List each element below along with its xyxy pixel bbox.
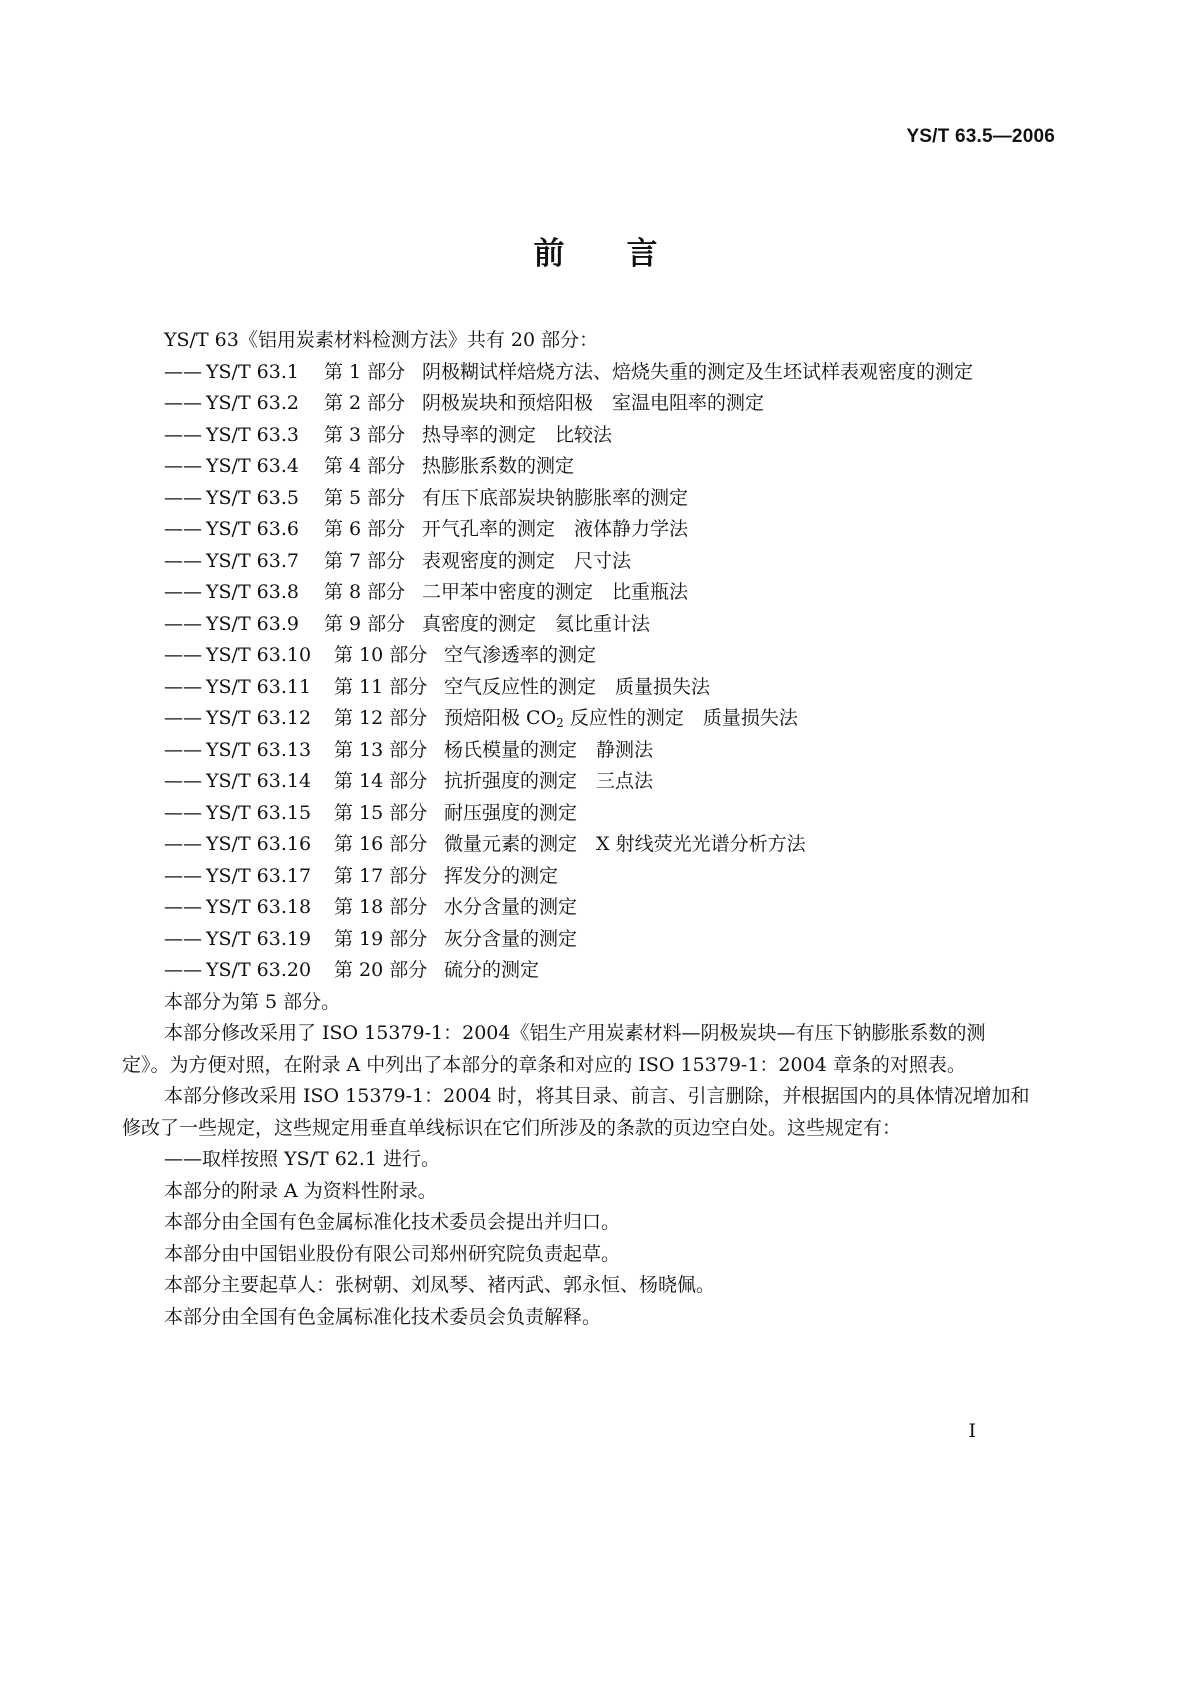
dash-marker: —— [164,644,202,666]
part-list-item [164,798,1056,830]
modification-line-2: 修改了一些规定，这些规定用垂直单线标识在它们所涉及的条款的页边空白处。这些规定有： [122,1116,902,1139]
part-number: 第 3 部分 [324,423,406,446]
dash-marker: —— [164,392,202,414]
dash-marker: —— [164,675,202,698]
part-title: 耐压强度的测定 [444,801,578,824]
dash-marker: —— [164,801,202,824]
dash-marker: —— [164,927,202,950]
part-title: 二甲苯中密度的测定 比重瓶法 [422,581,689,603]
dash-marker: —— [164,896,202,918]
part-title: 开气孔率的测定 液体静力学法 [422,518,689,540]
part-number: 第 2 部分 [324,392,406,414]
part-title: 表观密度的测定 尺寸法 [422,549,632,572]
part-list-item [164,609,1056,641]
part-code: YS/T 63.16 [206,833,312,855]
part-code: YS/T 63.1 [206,360,299,383]
part-list-item [164,451,1056,483]
iso-adoption-line-2: 定》。为方便对照，在附录 A 中列出了本部分的章条和对应的 ISO 15379-1：2004 章条的对照表。 [122,1053,966,1076]
dash-marker: —— [164,738,202,761]
annex-line: 本部分的附录 A 为资料性附录。 [164,1179,437,1202]
part-code: YS/T 63.17 [206,864,312,887]
part-list-item [164,766,1056,798]
title-char-1: 前 [533,236,565,272]
part-code: YS/T 63.18 [206,896,312,918]
part-list-item [164,892,1056,924]
intro-line: YS/T 63《铝用炭素材料检测方法》共有 20 部分： [164,329,599,351]
dash-marker: —— [164,612,202,635]
part-title: 空气渗透率的测定 [444,644,597,666]
part-list-item [164,955,1056,987]
part-title: 热膨胀系数的测定 [422,455,575,477]
part-code: YS/T 63.2 [206,392,299,414]
part-list-item [164,483,1056,515]
part-number: 第 16 部分 [334,833,428,855]
part-code: YS/T 63.8 [206,581,299,603]
this-part-line: 本部分为第 5 部分。 [164,990,341,1013]
part-list-item [164,861,1056,893]
part-title-suffix: 反应性的测定 质量损失法 [563,707,798,729]
dash-marker: —— [164,833,202,855]
part-number: 第 13 部分 [334,738,428,761]
part-title: 杨氏模量的测定 静测法 [444,738,654,761]
drafted-line: 本部分由中国铝业股份有限公司郑州研究院负责起草。 [164,1242,621,1265]
part-code: YS/T 63.9 [206,612,299,635]
dash-marker: —— [164,518,202,540]
part-number: 第 10 部分 [334,644,428,666]
part-number: 第 14 部分 [334,770,428,792]
part-code: YS/T 63.13 [206,738,312,761]
part-code: YS/T 63.4 [206,455,299,477]
part-list-item [164,672,1056,704]
dash-marker: —— [164,864,202,887]
part-number: 第 11 部分 [334,675,428,698]
iso-adoption-line-1: 本部分修改采用了 ISO 15379-1：2004《铝生产用炭素材料—阴极炭块—有压下钠膨胀系数的测 [164,1022,986,1044]
part-code: YS/T 63.14 [206,770,312,792]
part-code: YS/T 63.6 [206,518,299,540]
dash-marker: —— [164,360,202,383]
part-list-item [164,829,1056,861]
part-title: 热导率的测定 比较法 [422,423,613,446]
dash-marker: —— [164,455,202,477]
part-code: YS/T 63.3 [206,423,299,446]
part-title: 抗折强度的测定 三点法 [444,770,654,792]
part-number: 第 8 部分 [324,581,406,603]
part-code: YS/T 63.7 [206,549,299,572]
part-list-item [164,577,1056,609]
part-number: 第 12 部分 [334,707,428,729]
part-code: YS/T 63.10 [206,644,312,666]
part-number: 第 18 部分 [334,896,428,918]
dash-marker: —— [164,707,202,729]
part-title: 水分含量的测定 [444,896,578,918]
part-list-item [164,703,1056,735]
part-number: 第 6 部分 [324,518,406,540]
part-list-item [164,357,1056,389]
parts-list [164,357,1056,987]
part-list-item [164,735,1056,767]
part-list-item [164,640,1056,672]
part-code: YS/T 63.20 [206,959,312,981]
part-list-item [164,388,1056,420]
part-title: 挥发分的测定 [444,864,559,887]
modification-line-1: 本部分修改采用 ISO 15379-1：2004 时，将其目录、前言、引言删除，并根据国内的具体情况增加和 [164,1085,1030,1107]
part-code: YS/T 63.12 [206,707,312,729]
part-title: 真密度的测定 氦比重计法 [422,612,651,635]
dash-marker: —— [164,770,202,792]
part-title: 硫分的测定 [444,959,540,981]
part-number: 第 4 部分 [324,455,406,477]
page-title [0,228,1191,273]
drafters-line: 本部分主要起草人：张树朝、刘凤琴、褚丙武、郭永恒、杨晓佩。 [164,1274,716,1296]
part-list-item [164,420,1056,452]
part-number: 第 20 部分 [334,959,428,981]
part-number: 第 5 部分 [324,486,406,509]
part-number: 第 15 部分 [334,801,428,824]
part-title: 阴极炭块和预焙阳极 室温电阻率的测定 [422,392,765,414]
iso-adoption-paragraph [122,1018,1056,1081]
title-char-2: 言 [626,236,658,272]
part-code: YS/T 63.11 [206,675,312,698]
dash-marker: —— [164,423,202,446]
part-title-subscript: 2 [556,716,564,730]
part-list-item [164,514,1056,546]
part-title: 空气反应性的测定 质量损失法 [444,675,711,698]
dash-marker: —— [164,581,202,603]
part-code: YS/T 63.5 [206,486,299,509]
part-number: 第 9 部分 [324,612,406,635]
part-title: 微量元素的测定 X 射线荧光光谱分析方法 [444,833,806,855]
dash-marker: —— [164,486,202,509]
proposed-line: 本部分由全国有色金属标准化技术委员会提出并归口。 [164,1211,621,1233]
modification-paragraph [122,1081,1056,1144]
part-list-item [164,546,1056,578]
part-title: 灰分含量的测定 [444,927,578,950]
interpretation-line: 本部分由全国有色金属标准化技术委员会负责解释。 [164,1305,602,1328]
dash-marker: —— [164,959,202,981]
part-title-prefix: 预焙阳极 CO [444,707,557,729]
part-number: 第 1 部分 [324,360,406,383]
page-number: I [968,1420,976,1442]
sampling-line: ——取样按照 YS/T 62.1 进行。 [164,1148,441,1170]
part-title: 有压下底部炭块钠膨胀率的测定 [422,486,689,509]
dash-marker: —— [164,549,202,572]
foreword-body [122,325,1056,1333]
part-list-item [164,924,1056,956]
part-number: 第 7 部分 [324,549,406,572]
part-code: YS/T 63.15 [206,801,312,824]
part-code: YS/T 63.19 [206,927,312,950]
part-title: 阴极糊试样焙烧方法、焙烧失重的测定及生坯试样表观密度的测定 [422,360,974,383]
standard-code: YS/T 63.5—2006 [906,126,1055,147]
part-number: 第 17 部分 [334,864,428,887]
part-number: 第 19 部分 [334,927,428,950]
